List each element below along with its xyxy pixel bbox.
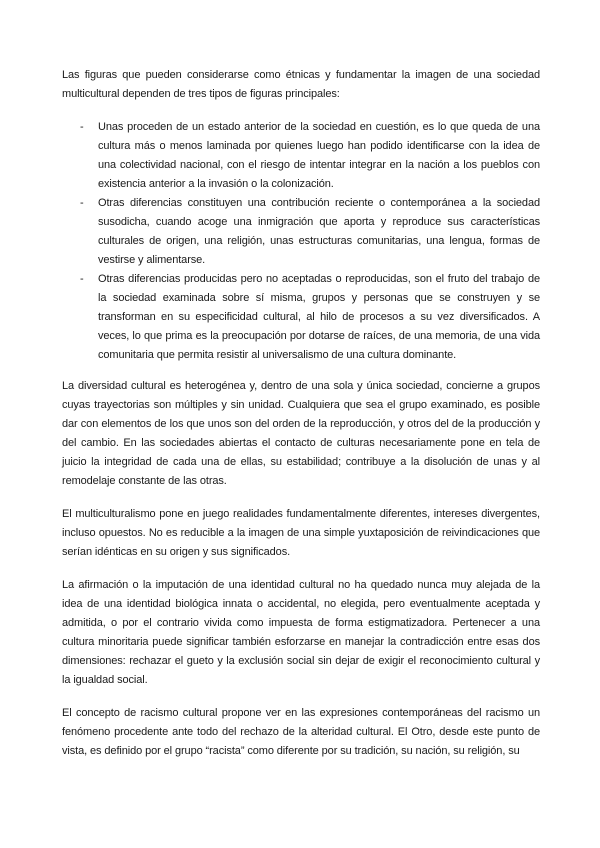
list-item-text: Otras diferencias producidas pero no aceptadas o reproducidas, son el fruto del trabajo de la sociedad examinada sobre sí misma, grupos y personas que se construyen y se transforman en su especificidad cultural, al hilo de procesos a su vez diversificados. A veces, lo que prima es la preocupación por dotarse de raíces, de una memoria, de una vida comunitaria que permita resistir al universalismo de una cultura dominante. bbox=[98, 273, 540, 361]
bullet-dash: - bbox=[80, 121, 84, 133]
paragraph-cultural-diversity: La diversidad cultural es heterogénea y, dentro de una sola y única sociedad, concierne a grupos cuyas trayectorias son múltiples y sin unidad. Cualquiera que sea el grupo examinado, es posible dar con elementos de los que unos son del orden de la reproducción, y otros del de la producción y del cambio. En las sociedades abiertas el contacto de culturas necesariamente pone en tela de juicio la integridad de cada una de ellas, su estabilidad; contribuye a la disolución de unas y al remodelaje constante de las otras. bbox=[62, 380, 540, 487]
intro-paragraph: Las figuras que pueden considerarse como étnicas y fundamentar la imagen de una sociedad multicultural dependen de tres tipos de figuras principales: bbox=[62, 69, 540, 100]
paragraph-cultural-racism: El concepto de racismo cultural propone ver en las expresiones contemporáneas del racismo un fenómeno procedente ante todo del rechazo de la alteridad cultural. El Otro, desde este punto de vista, es definido por el grupo “racista” como diferente por su tradición, su nación, su religión, su bbox=[62, 707, 540, 757]
list-item bbox=[62, 194, 540, 270]
bullet-dash: - bbox=[80, 197, 84, 209]
list-item-text: Unas proceden de un estado anterior de la sociedad en cuestión, es lo que queda de una cultura más o menos laminada por quienes luego han podido identificarse con la idea de una colectividad nacional, con el riesgo de intentar integrar en la nación a los pueblos con existencia anterior a la invasión o la colonización. bbox=[98, 121, 540, 190]
list-item bbox=[62, 118, 540, 194]
paragraph-cultural-identity: La afirmación o la imputación de una identidad cultural no ha quedado nunca muy alejada de la idea de una identidad biológica innata o accidental, no elegida, pero eventualmente aceptada y admitida, o por el contrario vivida como impuesta de forma estigmatizadora. Pertenecer a una cultura minoritaria puede significar también esforzarse en manejar la contradicción entre esas dos dimensiones: rechazar el gueto y la exclusión social sin dejar de exigir el reconocimiento cultural y la igualdad social. bbox=[62, 579, 540, 686]
figures-list bbox=[62, 118, 540, 365]
document-page bbox=[62, 66, 540, 775]
bullet-dash: - bbox=[80, 273, 84, 285]
list-item bbox=[62, 270, 540, 365]
list-item-text: Otras diferencias constituyen una contribución reciente o contemporánea a la sociedad susodicha, cuando acoge una inmigración que aporta y reproduce sus características culturales de origen, una religión, unas estructuras comunitarias, una lengua, formas de vestirse y alimentarse. bbox=[98, 197, 540, 266]
paragraph-multiculturalism: El multiculturalismo pone en juego realidades fundamentalmente diferentes, intereses divergentes, incluso opuestos. No es reducible a la imagen de una simple yuxtaposición de reivindicaciones que serían idénticas en su origen y sus significados. bbox=[62, 508, 540, 558]
